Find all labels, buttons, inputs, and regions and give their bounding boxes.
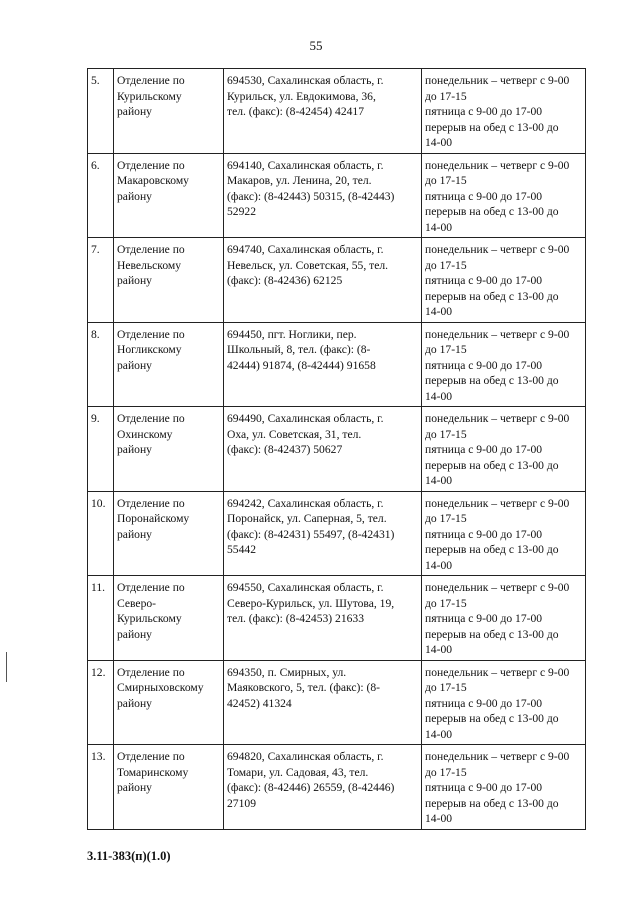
scan-edge-mark xyxy=(6,652,7,682)
office-hours-line: понедельник – четверг с 9-00 xyxy=(425,243,570,256)
office-name-line: Отделение по xyxy=(117,243,185,256)
office-name-line: Охинскому xyxy=(117,427,173,441)
office-name-line: Курильскому xyxy=(117,89,182,103)
office-address-line: Маяковского, 5, тел. (факс): (8- xyxy=(227,681,380,694)
table-row xyxy=(88,238,586,323)
office-name-line: Отделение по xyxy=(117,74,185,87)
office-hours-line: понедельник – четверг с 9-00 xyxy=(425,412,570,425)
office-address-line: (факс): (8-42431) 55497, (8-42431) xyxy=(227,527,395,541)
office-hours-cell xyxy=(422,660,586,745)
office-address-line: 694242, Сахалинская область, г. xyxy=(227,496,384,510)
office-address-line: 694140, Сахалинская область, г. xyxy=(227,158,384,172)
table-row xyxy=(88,322,586,407)
table-row xyxy=(88,153,586,238)
office-address-cell xyxy=(224,69,422,154)
office-hours-line: до 17-15 xyxy=(425,596,467,610)
office-address-line: 42444) 91874, (8-42444) 91658 xyxy=(227,358,376,372)
office-address-line: 694350, п. Смирных, ул. xyxy=(227,665,347,679)
office-name-line: Отделение по xyxy=(117,665,185,679)
office-hours-line: понедельник – четверг с 9-00 xyxy=(425,750,570,763)
row-number: 8. xyxy=(88,322,114,407)
office-hours-cell xyxy=(422,491,586,576)
office-address-line: 694530, Сахалинская область, г. xyxy=(227,74,384,87)
office-name-line: Северо- xyxy=(117,596,157,610)
office-name-line: Отделение по xyxy=(117,496,185,510)
office-name-cell xyxy=(114,69,224,154)
office-name-cell xyxy=(114,322,224,407)
office-hours-line: до 17-15 xyxy=(425,343,467,356)
office-name-line: району xyxy=(117,358,152,372)
office-address-line: 55442 xyxy=(227,543,256,556)
office-address-line: 694490, Сахалинская область, г. xyxy=(227,412,384,425)
office-address-line: 694820, Сахалинская область, г. xyxy=(227,750,384,763)
office-hours-line: пятница с 9-00 до 17-00 xyxy=(425,443,543,456)
table-row xyxy=(88,407,586,492)
office-hours-line: 14-00 xyxy=(425,220,453,234)
office-name-line: Поронайскому xyxy=(117,512,190,525)
row-number: 5. xyxy=(88,69,114,154)
document-code: 3.11-383(п)(1.0) xyxy=(87,849,171,863)
offices-table xyxy=(87,68,586,830)
office-name-line: району xyxy=(117,696,152,710)
office-hours-line: пятница с 9-00 до 17-00 xyxy=(425,105,543,118)
office-hours-line: 14-00 xyxy=(425,812,453,825)
office-hours-line: до 17-15 xyxy=(425,427,467,441)
office-hours-line: пятница с 9-00 до 17-00 xyxy=(425,612,543,625)
row-number: 6. xyxy=(88,153,114,238)
office-address-line: 27109 xyxy=(227,796,256,810)
office-name-line: Томаринскому xyxy=(117,765,189,779)
table-row xyxy=(88,69,586,154)
office-name-line: Отделение по xyxy=(117,327,185,341)
office-address-line: (факс): (8-42436) 62125 xyxy=(227,274,343,287)
office-name-cell xyxy=(114,407,224,492)
office-address-cell xyxy=(224,153,422,238)
office-hours-line: понедельник – четверг с 9-00 xyxy=(425,665,570,679)
office-address-line: Школьный, 8, тел. (факс): (8- xyxy=(227,343,371,356)
office-hours-cell xyxy=(422,576,586,661)
office-name-line: району xyxy=(117,443,152,456)
row-number: 11. xyxy=(88,576,114,661)
office-name-line: району xyxy=(117,274,152,287)
office-hours-cell xyxy=(422,322,586,407)
office-address-line: Поронайск, ул. Саперная, 5, тел. xyxy=(227,512,387,525)
office-address-line: 42452) 41324 xyxy=(227,696,292,710)
office-hours-line: до 17-15 xyxy=(425,174,467,187)
row-number: 7. xyxy=(88,238,114,323)
row-number: 10. xyxy=(88,491,114,576)
office-name-line: Отделение по xyxy=(117,158,185,172)
office-name-line: району xyxy=(117,527,152,541)
office-address-cell xyxy=(224,407,422,492)
office-address-line: 694450, пгт. Ноглики, пер. xyxy=(227,327,357,341)
office-address-line: Северо-Курильск, ул. Шутова, 19, xyxy=(227,596,395,610)
office-name-line: Отделение по xyxy=(117,581,185,594)
office-hours-line: понедельник – четверг с 9-00 xyxy=(425,327,570,341)
office-hours-line: перерыв на обед с 13-00 до xyxy=(425,712,559,725)
office-hours-line: понедельник – четверг с 9-00 xyxy=(425,158,570,172)
office-name-cell xyxy=(114,153,224,238)
office-hours-line: 14-00 xyxy=(425,305,453,318)
office-name-line: Макаровскому xyxy=(117,174,189,187)
office-address-line: Невельск, ул. Советская, 55, тел. xyxy=(227,258,389,272)
office-name-line: району xyxy=(117,189,152,203)
office-hours-line: перерыв на обед с 13-00 до xyxy=(425,120,559,134)
office-address-line: 694740, Сахалинская область, г. xyxy=(227,243,384,256)
office-name-line: Невельскому xyxy=(117,258,182,272)
office-name-line: Ногликскому xyxy=(117,343,182,356)
office-address-cell xyxy=(224,238,422,323)
office-hours-line: пятница с 9-00 до 17-00 xyxy=(425,274,543,287)
office-address-cell xyxy=(224,745,422,830)
office-address-cell xyxy=(224,576,422,661)
office-hours-cell xyxy=(422,238,586,323)
table-row xyxy=(88,576,586,661)
page-number: 55 xyxy=(309,38,323,53)
offices-table-body xyxy=(88,69,586,830)
office-address-line: 52922 xyxy=(227,205,256,218)
office-hours-line: пятница с 9-00 до 17-00 xyxy=(425,189,543,203)
office-name-line: Отделение по xyxy=(117,750,185,763)
office-address-cell xyxy=(224,660,422,745)
office-hours-cell xyxy=(422,745,586,830)
office-hours-line: пятница с 9-00 до 17-00 xyxy=(425,696,543,710)
office-hours-line: перерыв на обед с 13-00 до xyxy=(425,627,559,641)
office-hours-cell xyxy=(422,153,586,238)
office-address-cell xyxy=(224,322,422,407)
office-hours-line: перерыв на обед с 13-00 до xyxy=(425,289,559,303)
office-address-line: (факс): (8-42443) 50315, (8-42443) xyxy=(227,189,395,203)
office-hours-line: 14-00 xyxy=(425,474,453,487)
table-row xyxy=(88,660,586,745)
office-name-line: району xyxy=(117,627,152,641)
office-name-line: Смирныховскому xyxy=(117,681,204,694)
office-address-line: тел. (факс): (8-42453) 21633 xyxy=(227,612,365,625)
office-address-line: Курильск, ул. Евдокимова, 36, xyxy=(227,89,376,103)
office-address-line: Оха, ул. Советская, 31, тел. xyxy=(227,427,362,441)
office-name-line: Курильскому xyxy=(117,612,182,625)
office-address-line: Томари, ул. Садовая, 43, тел. xyxy=(227,765,369,779)
office-hours-cell xyxy=(422,407,586,492)
office-hours-line: пятница с 9-00 до 17-00 xyxy=(425,781,543,794)
office-hours-line: до 17-15 xyxy=(425,89,467,103)
office-hours-line: перерыв на обед с 13-00 до xyxy=(425,374,559,387)
office-name-cell xyxy=(114,491,224,576)
office-hours-line: пятница с 9-00 до 17-00 xyxy=(425,527,543,541)
office-address-line: (факс): (8-42446) 26559, (8-42446) xyxy=(227,781,395,794)
office-hours-line: перерыв на обед с 13-00 до xyxy=(425,543,559,556)
office-hours-line: 14-00 xyxy=(425,389,453,403)
office-address-line: 694550, Сахалинская область, г. xyxy=(227,581,384,594)
row-number: 12. xyxy=(88,660,114,745)
table-row xyxy=(88,745,586,830)
office-hours-line: 14-00 xyxy=(425,136,453,149)
office-name-line: району xyxy=(117,105,152,118)
table-row xyxy=(88,491,586,576)
office-name-line: Отделение по xyxy=(117,412,185,425)
office-hours-line: до 17-15 xyxy=(425,258,467,272)
office-hours-line: 14-00 xyxy=(425,558,453,572)
office-hours-line: перерыв на обед с 13-00 до xyxy=(425,205,559,218)
office-name-cell xyxy=(114,745,224,830)
office-hours-line: понедельник – четверг с 9-00 xyxy=(425,496,570,510)
office-hours-line: перерыв на обед с 13-00 до xyxy=(425,458,559,472)
office-name-line: району xyxy=(117,781,152,794)
office-hours-line: перерыв на обед с 13-00 до xyxy=(425,796,559,810)
office-hours-line: до 17-15 xyxy=(425,681,467,694)
office-address-line: тел. (факс): (8-42454) 42417 xyxy=(227,105,365,118)
office-hours-line: пятница с 9-00 до 17-00 xyxy=(425,358,543,372)
office-name-cell xyxy=(114,660,224,745)
office-hours-line: понедельник – четверг с 9-00 xyxy=(425,74,570,87)
row-number: 9. xyxy=(88,407,114,492)
office-address-cell xyxy=(224,491,422,576)
office-hours-line: 14-00 xyxy=(425,727,453,741)
office-hours-line: до 17-15 xyxy=(425,765,467,779)
office-address-line: Макаров, ул. Ленина, 20, тел. xyxy=(227,174,372,187)
office-hours-line: до 17-15 xyxy=(425,512,467,525)
office-name-cell xyxy=(114,238,224,323)
row-number: 13. xyxy=(88,745,114,830)
office-name-cell xyxy=(114,576,224,661)
office-hours-cell xyxy=(422,69,586,154)
office-address-line: (факс): (8-42437) 50627 xyxy=(227,443,343,456)
office-hours-line: 14-00 xyxy=(425,643,453,656)
office-hours-line: понедельник – четверг с 9-00 xyxy=(425,581,570,594)
